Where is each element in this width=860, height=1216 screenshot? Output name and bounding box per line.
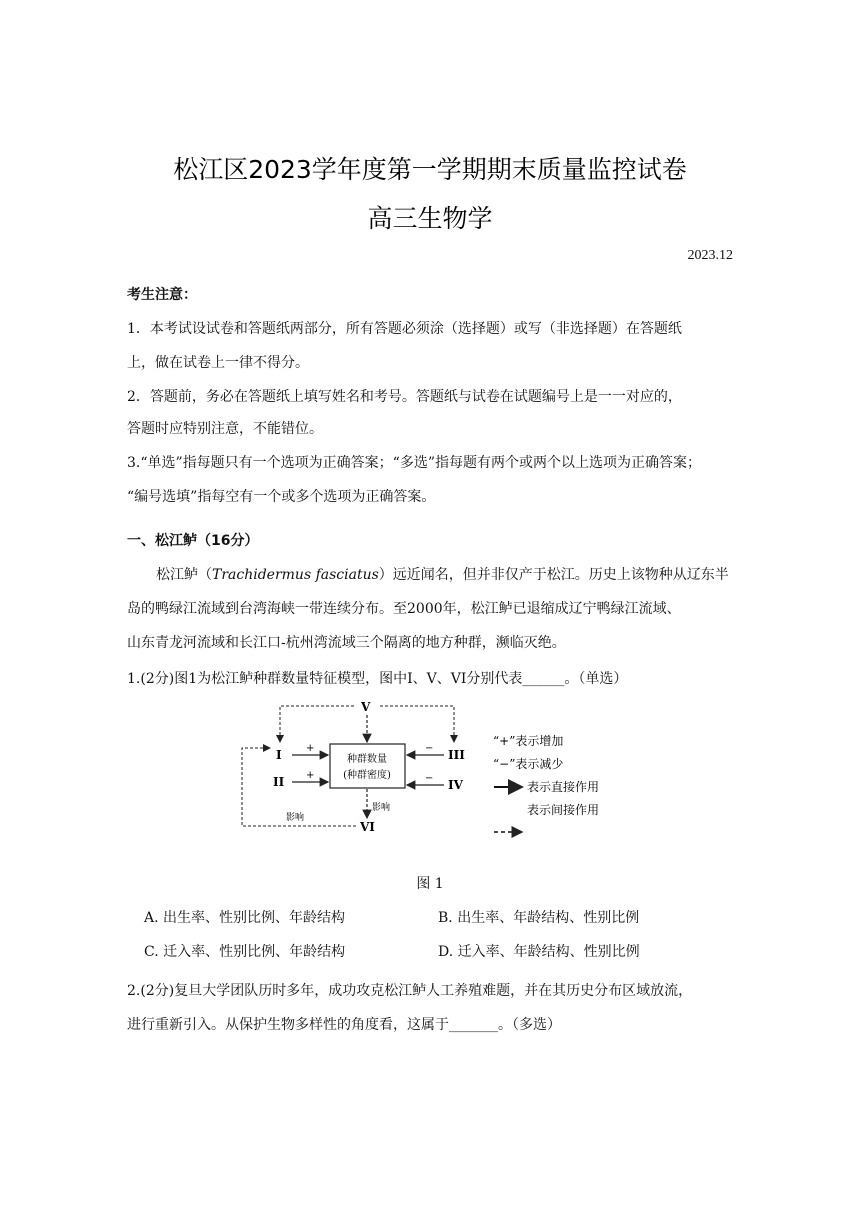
label-IV: IV	[448, 778, 463, 792]
label-V: V	[361, 700, 371, 714]
option-d: D. 迁入率、年龄结构、性别比例	[438, 944, 640, 960]
population-box-label: 种群数量	[347, 754, 387, 765]
label-III: III	[448, 748, 465, 762]
minus-sign: −	[425, 773, 434, 784]
intro-line-3: 山东青龙河流域和长江口-杭州湾流域三个隔离的地方种群，濒临灭绝。	[127, 635, 566, 651]
intro-line-2: 岛的鸭绿江流域到台湾海峡一带连续分布。至2000年，松江鲈已退缩成辽宁鸭绿江流域、	[127, 601, 681, 617]
label-II: II	[273, 775, 285, 789]
exam-subtitle: 高三生物学	[367, 204, 493, 233]
intro-line-1: 松江鲈（Trachidermus fasciatus）远近闻名，但并非仅产于松江。历史上该物种从辽东半	[156, 567, 729, 583]
option-c: C. 迁入率、性别比例、年龄结构	[144, 944, 346, 960]
label-I: I	[276, 748, 282, 762]
population-box	[330, 744, 405, 788]
legend-plus: “+”表示增加	[493, 734, 564, 748]
plus-sign: +	[306, 743, 315, 754]
influence-label: 影响	[372, 803, 391, 813]
question-1-stem: 1.(2分)图1为松江鲈种群数量特征模型，图中I、V、VI分别代表______。（单选）	[127, 671, 628, 687]
question-2-line-2: 进行重新引入。从保护生物多样性的角度看，这属于_______。（多选）	[127, 1017, 561, 1033]
population-box-sublabel: (种群密度)	[343, 770, 391, 781]
legend-indirect: 表示间接作用	[527, 803, 600, 817]
population-model-figure	[230, 696, 640, 846]
legend-minus: “−”表示减少	[493, 757, 564, 771]
notice-line: 1．本考试设试卷和答题纸两部分，所有答题必须涂（选择题）或写（非选择题）在答题纸	[127, 321, 682, 337]
option-b: B. 出生率、年龄结构、性别比例	[438, 910, 640, 926]
legend-direct: 表示直接作用	[527, 780, 600, 794]
figure-caption: 图 1	[416, 876, 444, 892]
label-VI: VI	[360, 820, 375, 834]
notice-line: 3.“单选”指每题只有一个选项为正确答案；“多选”指每题有两个或两个以上选项为正确答案；	[127, 455, 701, 471]
notice-line: “编号选填”指每空有一个或多个选项为正确答案。	[127, 489, 436, 505]
minus-sign: −	[425, 743, 434, 754]
dashed-V-left	[280, 706, 354, 742]
notice-line: 2．答题前，务必在答题纸上填写姓名和考号。答题纸与试卷在试题编号上是一一对应的，	[127, 389, 682, 405]
exam-title: 松江区2023学年度第一学期期末质量监控试卷	[173, 155, 687, 184]
species-name: Trachidermus fasciatus	[212, 567, 379, 583]
notice-line: 上，做在试卷上一律不得分。	[127, 355, 309, 371]
dashed-V-right	[380, 706, 454, 742]
notice-heading: 考生注意：	[127, 287, 197, 303]
option-a: A. 出生率、性别比例、年龄结构	[144, 910, 346, 926]
exam-date: 2023.12	[687, 248, 733, 263]
plus-sign: +	[306, 770, 315, 781]
notice-line: 答题时应特别注意，不能错位。	[127, 421, 323, 437]
question-2-line-1: 2.(2分)复旦大学团队历时多年，成功攻克松江鲈人工养殖难题，并在其历史分布区域放流，	[127, 983, 693, 999]
section-heading: 一、松江鲈（16分）	[127, 533, 259, 549]
influence-label: 影响	[286, 813, 305, 823]
